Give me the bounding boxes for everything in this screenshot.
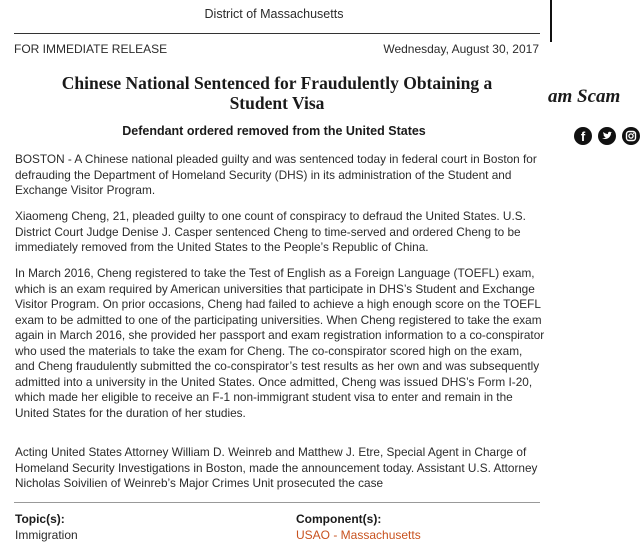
- background-divider: [550, 0, 552, 42]
- paragraph: Acting United States Attorney William D. Weinreb and Matthew J. Etre, Special Agent in Charge of Homeland Security Investigations in Boston, made the announcement today. Assistant U.S. Attorney Nicholas Soivilien of Weinreb’s Major Crimes Unit prosecuted the case: [15, 445, 538, 490]
- topic-link[interactable]: Immigration: [15, 528, 78, 542]
- subtitle: Defendant ordered removed from the United States: [122, 124, 426, 138]
- paragraph: BOSTON - A Chinese national pleaded guilty and was sentenced today in federal court in Boston for defrauding the Department of Homeland Security (DHS) in its administration of the Student and Exchange Visitor Program.: [15, 152, 537, 197]
- divider-top: [14, 33, 540, 34]
- instagram-icon[interactable]: [622, 127, 640, 145]
- twitter-icon[interactable]: [598, 127, 616, 145]
- facebook-icon[interactable]: [574, 127, 592, 145]
- release-type: FOR IMMEDIATE RELEASE: [14, 42, 168, 56]
- page-title: Chinese National Sentenced for Fraudulently Obtaining a Student Visa: [61, 73, 493, 113]
- component-label: Component(s):: [296, 512, 382, 526]
- release-date: Wednesday, August 30, 2017: [383, 42, 539, 56]
- paragraph: Xiaomeng Cheng, 21, pleaded guilty to one count of conspiracy to defraud the United States. U.S. District Court Judge Denise J. Casper sentenced Cheng to time-served and ordered Cheng to be immediately removed from the United States to the People’s Republic of China.: [15, 209, 526, 254]
- component-link[interactable]: USAO - Massachusetts: [296, 528, 421, 542]
- svg-text:f: f: [580, 129, 586, 144]
- divider-bottom: [14, 502, 540, 503]
- paragraph: In March 2016, Cheng registered to take the Test of English as a Foreign Language (TOEFL) exam, which is an exam required by American universities that participate in DHS’s Student and Exchange Visitor Program. On prior occasions, Cheng had failed to achieve a high enough score on the TOEFL exam to be admitted to one of the participating universities. When Cheng registered to take the exam again in March 2016, she provided her passport and exam registration information to a co-conspirator who used the materials to take the exam for Cheng. The co-conspirator scored high on the exam, and Cheng fraudulently submitted the co-conspirator’s test results as her own and was subsequently admitted into a university in the United States. Once admitted, Cheng was issued DHS’s Form I-20, which made her eligible to receive an F-1 non-immigrant student visa to enter and remain in the United States for the duration of her studies.: [15, 266, 545, 420]
- background-headline: am Scam: [548, 86, 621, 107]
- district-header: District of Massachusetts: [204, 7, 344, 21]
- topic-label: Topic(s):: [15, 512, 65, 526]
